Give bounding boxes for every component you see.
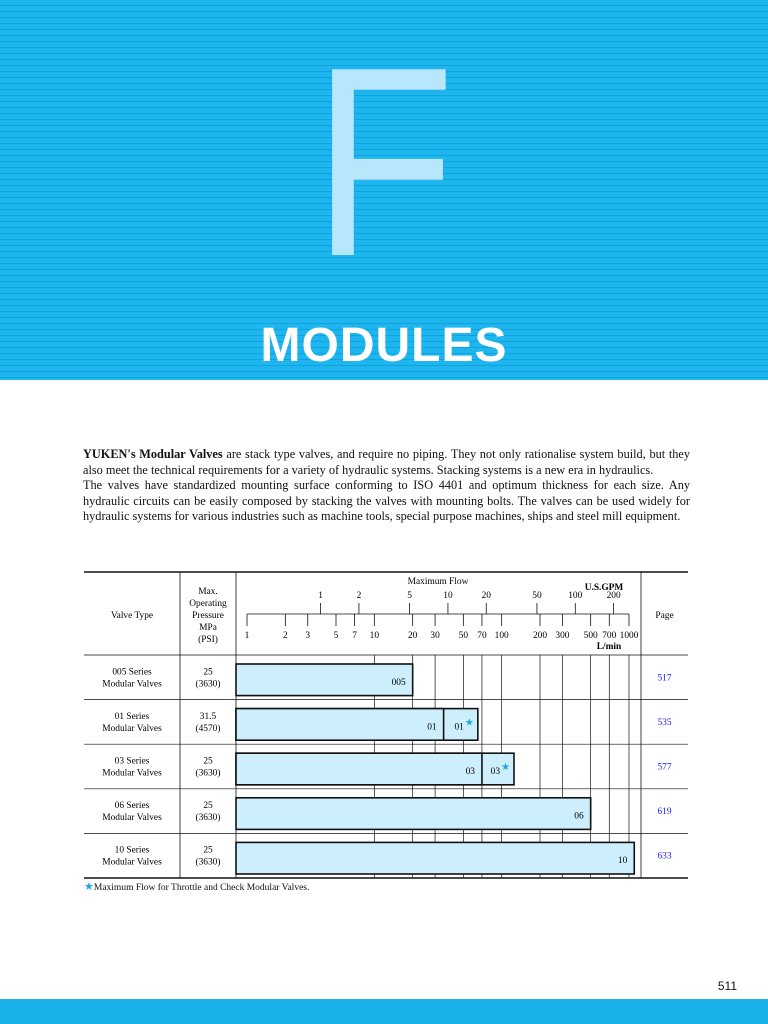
lmin-tick-label: 5	[333, 631, 339, 641]
gpm-tick-label: 100	[568, 591, 583, 601]
star-icon: ★	[501, 762, 510, 773]
chapter-title: MODULES	[260, 319, 508, 372]
footnote	[84, 880, 309, 893]
page-link: 517	[657, 673, 672, 684]
lmin-tick-label: 50	[458, 631, 469, 641]
valve-type-cell: Modular Valves	[102, 768, 162, 779]
pressure-cell: (4570)	[195, 723, 221, 734]
lmin-tick-label: 70	[477, 631, 487, 641]
lmin-tick-label: 1	[244, 631, 250, 641]
lmin-tick-label: 2	[282, 631, 288, 641]
valve-type-cell: 03 Series	[114, 756, 150, 767]
page-link: 535	[657, 717, 672, 728]
flow-bar	[236, 842, 634, 874]
pressure-header-line: Pressure	[192, 611, 224, 621]
lmin-tick-label: 20	[407, 631, 418, 641]
gpm-tick-label: 50	[532, 591, 542, 601]
brand-name: YUKEN's Modular Valves	[83, 447, 223, 461]
gpm-tick-label: 20	[481, 591, 491, 601]
pressure-header-line: (PSI)	[198, 635, 218, 645]
valve-type-header: Valve Type	[110, 611, 154, 621]
page-link: 633	[657, 851, 672, 862]
valve-type-cell: 01 Series	[114, 711, 150, 722]
pressure-header-line: Max.	[198, 587, 218, 597]
gpm-tick-label: 200	[606, 591, 621, 601]
pressure-cell: 31.5	[199, 711, 217, 722]
pressure-cell: (3630)	[195, 768, 221, 779]
flow-bar	[236, 753, 482, 785]
pressure-cell: 25	[203, 845, 213, 856]
flow-bar-label: 03	[490, 767, 501, 777]
lmin-tick-label: 500	[583, 631, 598, 641]
valve-type-cell: Modular Valves	[102, 723, 162, 734]
flow-bar-label: 01	[427, 722, 437, 733]
page-link: 619	[657, 807, 672, 818]
flow-bar	[236, 664, 413, 696]
valve-type-cell: 10 Series	[114, 845, 150, 856]
gpm-tick-label: 10	[443, 591, 453, 601]
intro-paragraph-1-text: are stack type valves, and require no piping. They not only rationalise system build, but they also meet the technical requirements for a variety of hydraulic systems. Stacking systems is a new era in hydraulics.	[83, 447, 690, 477]
flow-bar	[236, 709, 444, 741]
pressure-cell: (3630)	[195, 857, 221, 868]
lmin-tick-label: 1000	[619, 631, 639, 641]
valve-type-cell: 06 Series	[114, 801, 150, 812]
pressure-cell: (3630)	[195, 813, 221, 824]
gpm-unit-label: U.S.GPM	[584, 583, 624, 593]
gpm-tick-label: 1	[318, 591, 323, 601]
pressure-header-line: MPa	[199, 623, 217, 633]
lmin-tick-label: 10	[369, 631, 380, 641]
flow-bar-label: 03	[465, 767, 475, 777]
gpm-tick-label: 2	[356, 591, 362, 601]
chapter-letter: F	[313, 12, 455, 313]
gpm-tick-label: 5	[407, 591, 412, 601]
pressure-cell: 25	[203, 756, 213, 767]
valve-type-cell: Modular Valves	[102, 679, 162, 690]
flow-bar-label: 01	[454, 722, 464, 733]
valve-type-cell: Modular Valves	[102, 857, 162, 868]
lmin-unit-label: L/min	[596, 642, 622, 652]
footnote-star-icon: ★	[84, 881, 94, 893]
footnote-text: Maximum Flow for Throttle and Check Modular Valves.	[93, 883, 310, 893]
valve-type-cell: Modular Valves	[102, 813, 162, 824]
intro-paragraph-2: The valves have standardized mounting surface conforming to ISO 4401 and optimum thickness for each size. Any hydraulic circuits can be easily composed by stacking the valves with mounting bolts. The valves can be used widely for hydraulic systems for various industries such as machine tools, special purpose machines, ships and steel mill equipment.	[83, 478, 690, 524]
flow-bar-label: 10	[617, 856, 628, 867]
valve-type-cell: 005 Series	[112, 667, 152, 678]
lmin-tick-label: 30	[430, 631, 440, 641]
pressure-header-line: Operating	[189, 599, 227, 609]
max-flow-header: Maximum Flow	[407, 577, 469, 587]
footer-band	[0, 999, 768, 1024]
lmin-tick-label: 700	[602, 631, 617, 641]
lmin-tick-label: 300	[555, 631, 570, 641]
lmin-tick-label: 200	[532, 631, 548, 641]
lmin-tick-label: 3	[305, 631, 311, 641]
lmin-tick-label: 100	[494, 631, 509, 641]
lmin-tick-label: 7	[352, 631, 357, 641]
page-number: 511	[717, 979, 737, 993]
pressure-cell: (3630)	[195, 679, 221, 690]
page-header: Page	[655, 611, 674, 621]
star-icon: ★	[464, 717, 474, 729]
page-link: 577	[657, 762, 672, 773]
flow-bar-label: 005	[391, 677, 406, 688]
pressure-cell: 25	[203, 801, 213, 812]
flow-bar	[236, 798, 591, 830]
flow-bar-label: 06	[574, 811, 584, 822]
pressure-cell: 25	[203, 667, 213, 678]
